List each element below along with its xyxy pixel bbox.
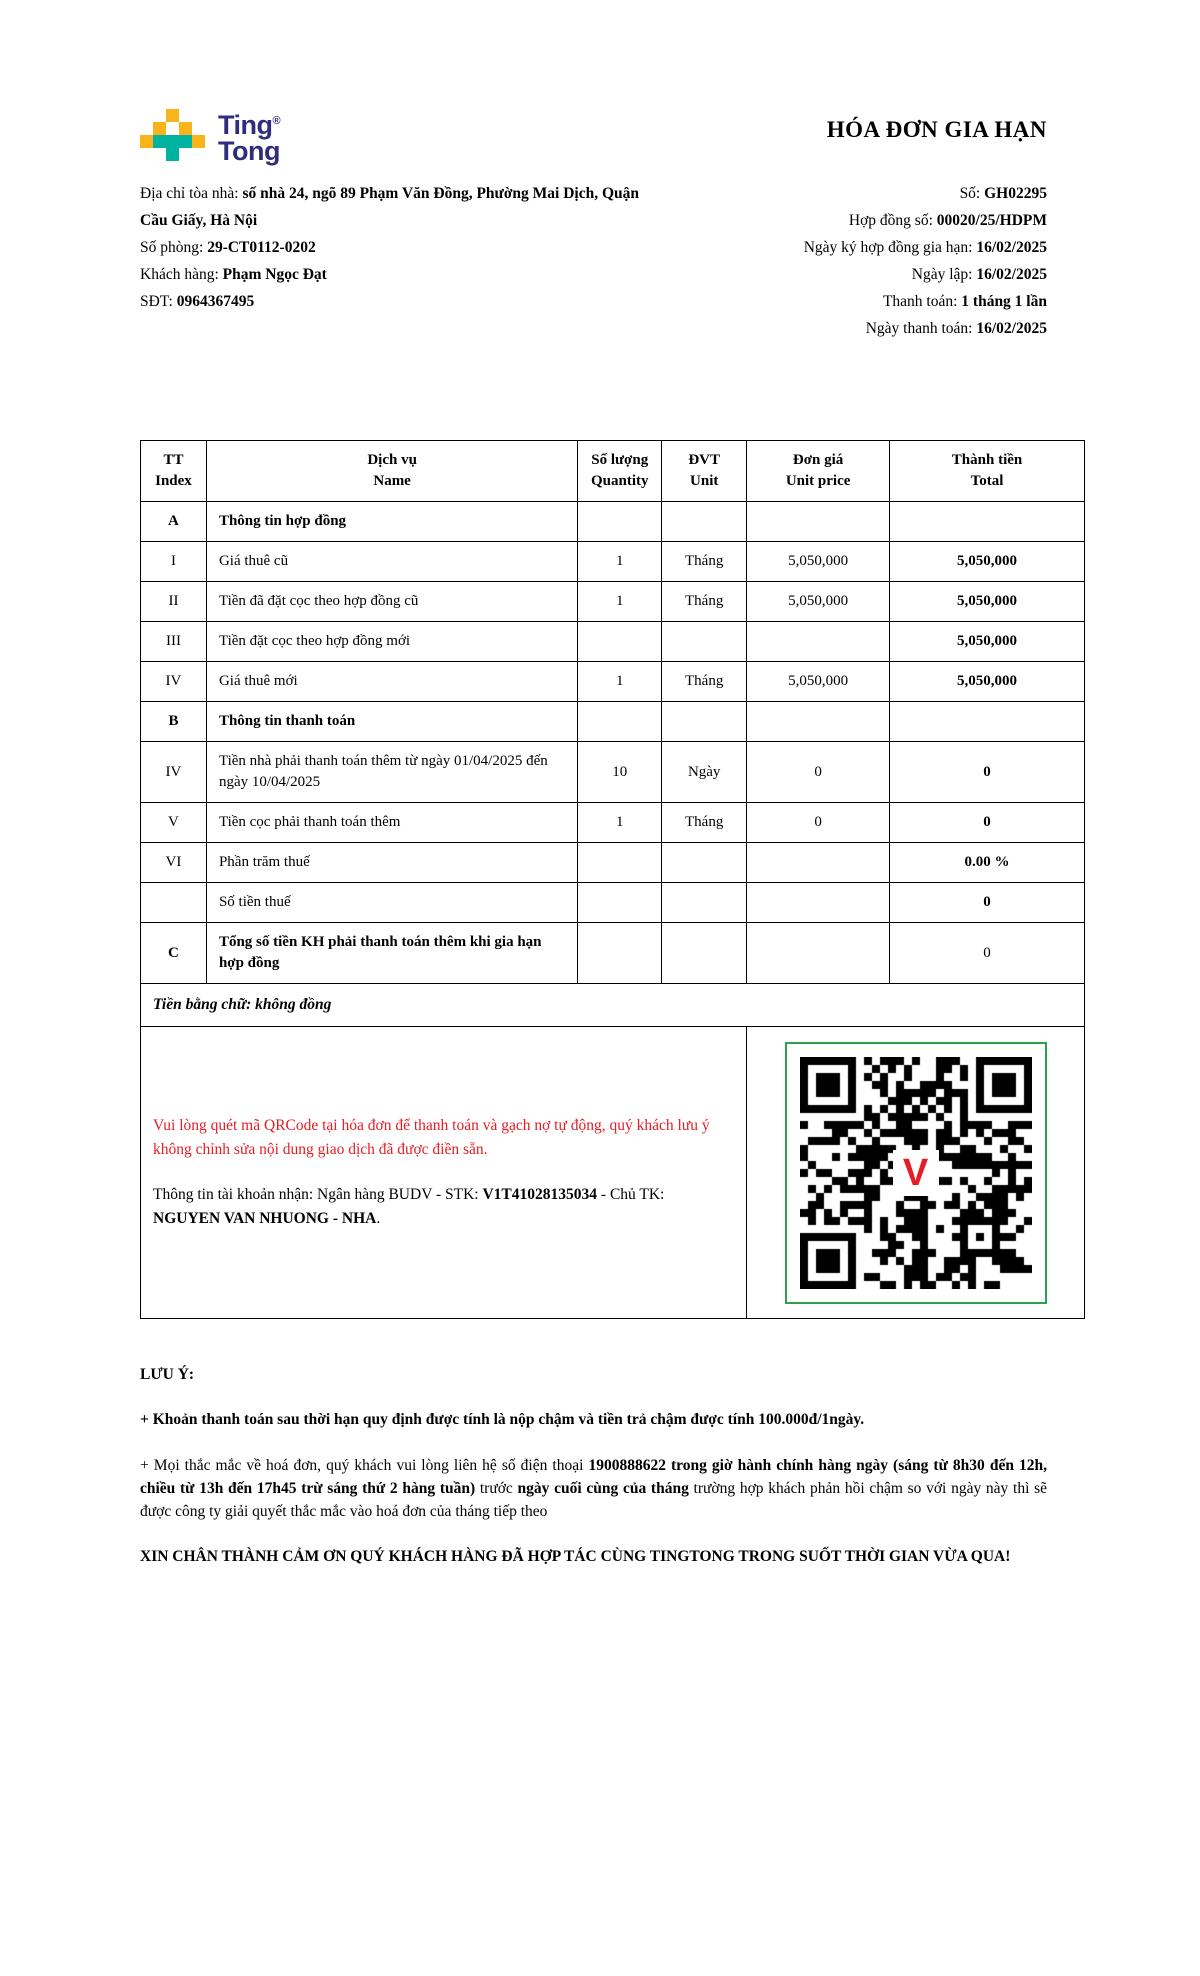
table-row — [141, 702, 1085, 742]
payment-date-line: Ngày thanh toán: 16/02/2025 — [865, 320, 1047, 337]
unit-price-cell — [747, 502, 890, 542]
phone-value: 0964367495 — [176, 293, 255, 310]
building-address-line — [140, 180, 665, 234]
notes-section — [140, 1363, 1085, 1569]
unit-price-cell: 5,050,000 — [747, 582, 890, 622]
created-date-value: 16/02/2025 — [976, 266, 1047, 283]
unit-cell: Ngày — [662, 742, 747, 803]
account-holder: NGUYEN VAN NHUONG - NHA — [153, 1209, 377, 1227]
tingtong-pixel-icon — [140, 109, 206, 162]
customer-line — [140, 261, 665, 288]
qr-payment-note: Vui lòng quét mã QRCode tại hóa đơn để thanh toán và gạch nợ tự động, quý khách lưu ý không chỉnh sửa nội dung giao dịch đã được điền sẵn. — [153, 1117, 710, 1159]
row-index-cell: A — [141, 502, 207, 542]
row-index-cell: B — [141, 702, 207, 742]
service-name-cell: Tiền đã đặt cọc theo hợp đồng cũ — [206, 582, 577, 622]
created-date-line: Ngày lập: 16/02/2025 — [911, 266, 1047, 283]
quantity-cell — [578, 883, 662, 923]
room-number-line — [140, 234, 665, 261]
unit-price-cell — [747, 923, 890, 984]
unit-cell — [662, 702, 747, 742]
unit-cell: Tháng — [662, 803, 747, 843]
total-cell: 5,050,000 — [890, 542, 1085, 582]
payment-instructions-cell — [141, 1027, 747, 1319]
unit-cell: Tháng — [662, 542, 747, 582]
thanks-note: XIN CHÂN THÀNH CẢM ƠN QUÝ KHÁCH HÀNG ĐÃ HỢP TÁC CÙNG TINGTONG TRONG SUỐT THỜI GIAN VỪA QUA! — [140, 1548, 1011, 1566]
table-row — [141, 582, 1085, 622]
logo-word-top: Ting — [218, 110, 273, 140]
service-name-cell: Tiền cọc phải thanh toán thêm — [206, 803, 577, 843]
unit-price-cell: 5,050,000 — [747, 662, 890, 702]
quantity-cell — [578, 622, 662, 662]
logo-wordmark — [218, 108, 280, 164]
table-row — [141, 883, 1085, 923]
row-index-cell: VI — [141, 843, 207, 883]
payment-date-value: 16/02/2025 — [976, 320, 1047, 337]
room-label: Số phòng: — [140, 239, 208, 256]
address-value: số nhà 24, ngõ 89 Phạm Văn Đồng, Phường Mai Dịch, Quận Cầu Giấy, Hà Nội — [140, 185, 640, 229]
service-name-cell: Giá thuê cũ — [206, 542, 577, 582]
unit-price-cell — [747, 883, 890, 923]
table-row — [141, 923, 1085, 984]
header — [140, 105, 1085, 164]
row-index-cell — [141, 883, 207, 923]
total-cell — [890, 502, 1085, 542]
invoice-info — [140, 180, 1085, 342]
contract-number-line: Hợp đồng số: 00020/25/HDPM — [848, 212, 1047, 229]
quantity-cell — [578, 502, 662, 542]
quantity-cell: 1 — [578, 542, 662, 582]
quantity-cell: 1 — [578, 662, 662, 702]
unit-cell: Tháng — [662, 582, 747, 622]
service-name-cell: Thông tin hợp đồng — [206, 502, 577, 542]
row-index-cell: V — [141, 803, 207, 843]
total-cell: 0 — [890, 742, 1085, 803]
unit-cell — [662, 923, 747, 984]
unit-price-cell — [747, 843, 890, 883]
service-name-cell: Thông tin thanh toán — [206, 702, 577, 742]
sign-date-line: Ngày ký hợp đồng gia hạn: 16/02/2025 — [803, 239, 1047, 256]
phone-line — [140, 288, 665, 315]
quantity-cell — [578, 702, 662, 742]
col-header-name: Dịch vụ Name — [206, 441, 577, 502]
total-cell — [890, 702, 1085, 742]
account-info: Thông tin tài khoản nhận: Ngân hàng BUDV - STK: V1T41028135034 - Chủ TK: NGUYEN VAN NHUONG - NHA. — [153, 1185, 665, 1227]
payment-cycle-value: 1 tháng 1 lần — [961, 293, 1047, 310]
service-name-cell: Số tiền thuế — [206, 883, 577, 923]
qr-code-cell — [747, 1027, 1085, 1319]
unit-cell — [662, 502, 747, 542]
unit-price-cell — [747, 702, 890, 742]
registered-mark: ® — [272, 115, 281, 127]
row-index-cell: IV — [141, 742, 207, 803]
amount-in-words: Tiền bằng chữ: không đồng — [141, 984, 1085, 1027]
page-title: HÓA ĐƠN GIA HẠN — [826, 117, 1047, 142]
row-index-cell: IV — [141, 662, 207, 702]
unit-price-cell: 5,050,000 — [747, 542, 890, 582]
room-value: 29-CT0112-0202 — [207, 239, 316, 256]
col-header-total: Thành tiền Total — [890, 441, 1085, 502]
row-index-cell: III — [141, 622, 207, 662]
unit-cell — [662, 883, 747, 923]
table-row — [141, 803, 1085, 843]
hotline-number: 1900888622 trong giờ hành chính hàng ngày (sáng từ 8h30 đến 12h, chiều từ 13h đến 17h45 trừ sáng thứ 2 hàng tuần) — [140, 1456, 1047, 1497]
account-number: V1T41028135034 — [482, 1185, 598, 1203]
info-left-block — [140, 180, 665, 342]
address-label: Địa chỉ tòa nhà: — [140, 185, 243, 202]
total-cell: 0.00 % — [890, 843, 1085, 883]
sign-date-value: 16/02/2025 — [976, 239, 1047, 256]
table-row — [141, 843, 1085, 883]
col-header-index: TT Index — [141, 441, 207, 502]
unit-cell — [662, 622, 747, 662]
table-row — [141, 662, 1085, 702]
contact-note: + Mọi thắc mắc về hoá đơn, quý khách vui lòng liên hệ số điện thoại 1900888622 trong giờ hành chính hàng ngày (sáng từ 8h30 đến 12h, chiều từ 13h đến 17h45 trừ sáng thứ 2 hàng tuần) trước ngày cuối cùng của tháng trường hợp khách phản hồi chậm so với ngày này thì sẽ được công ty giải quyết thắc mắc vào hoá đơn của tháng tiếp theo — [140, 1456, 1048, 1520]
row-index-cell: C — [141, 923, 207, 984]
unit-cell — [662, 843, 747, 883]
phone-label: SĐT: — [140, 293, 177, 310]
service-name-cell: Giá thuê mới — [206, 662, 577, 702]
payment-cycle-line: Thanh toán: 1 tháng 1 lần — [882, 293, 1047, 310]
contract-number-value: 00020/25/HDPM — [936, 212, 1047, 229]
table-row — [141, 742, 1085, 803]
invoice-number-value: GH02295 — [984, 185, 1047, 202]
invoice-number-line: Số: GH02295 — [959, 185, 1047, 202]
total-cell: 5,050,000 — [890, 662, 1085, 702]
notes-heading: LƯU Ý: — [140, 1366, 195, 1383]
row-index-cell: I — [141, 542, 207, 582]
row-index-cell: II — [141, 582, 207, 622]
logo-word-bottom: Tong — [218, 136, 280, 166]
table-row — [141, 542, 1085, 582]
customer-value: Phạm Ngọc Đạt — [222, 266, 327, 283]
qr-center-v-icon: V — [893, 1150, 939, 1196]
quantity-cell — [578, 923, 662, 984]
col-header-quantity: Số lượng Quantity — [578, 441, 662, 502]
unit-cell: Tháng — [662, 662, 747, 702]
amount-in-words-row — [141, 984, 1085, 1027]
unit-price-cell: 0 — [747, 803, 890, 843]
info-right-block — [665, 180, 1085, 342]
total-cell: 0 — [890, 923, 1085, 984]
qr-code-box — [785, 1042, 1047, 1304]
total-cell: 5,050,000 — [890, 582, 1085, 622]
col-header-unit: ĐVT Unit — [662, 441, 747, 502]
payment-qr-row — [141, 1027, 1085, 1319]
services-table — [140, 440, 1085, 1319]
col-header-unit-price: Đơn giá Unit price — [747, 441, 890, 502]
service-name-cell: Tổng số tiền KH phải thanh toán thêm khi gia hạn hợp đồng — [206, 923, 577, 984]
service-name-cell: Phần trăm thuế — [206, 843, 577, 883]
quantity-cell: 10 — [578, 742, 662, 803]
total-cell: 0 — [890, 803, 1085, 843]
tingtong-logo — [140, 105, 280, 164]
unit-price-cell: 0 — [747, 742, 890, 803]
service-name-cell: Tiền nhà phải thanh toán thêm từ ngày 01/04/2025 đến ngày 10/04/2025 — [206, 742, 577, 803]
service-name-cell: Tiền đặt cọc theo hợp đồng mới — [206, 622, 577, 662]
late-payment-note: + Khoản thanh toán sau thời hạn quy định được tính là nộp chậm và tiền trả chậm được tính 100.000đ/1ngày. — [140, 1411, 865, 1429]
customer-label: Khách hàng: — [140, 266, 223, 283]
table-header-row — [141, 441, 1085, 502]
table-row — [141, 502, 1085, 542]
quantity-cell: 1 — [578, 582, 662, 622]
quantity-cell: 1 — [578, 803, 662, 843]
unit-price-cell — [747, 622, 890, 662]
total-cell: 5,050,000 — [890, 622, 1085, 662]
table-row — [141, 622, 1085, 662]
total-cell: 0 — [890, 883, 1085, 923]
quantity-cell — [578, 843, 662, 883]
